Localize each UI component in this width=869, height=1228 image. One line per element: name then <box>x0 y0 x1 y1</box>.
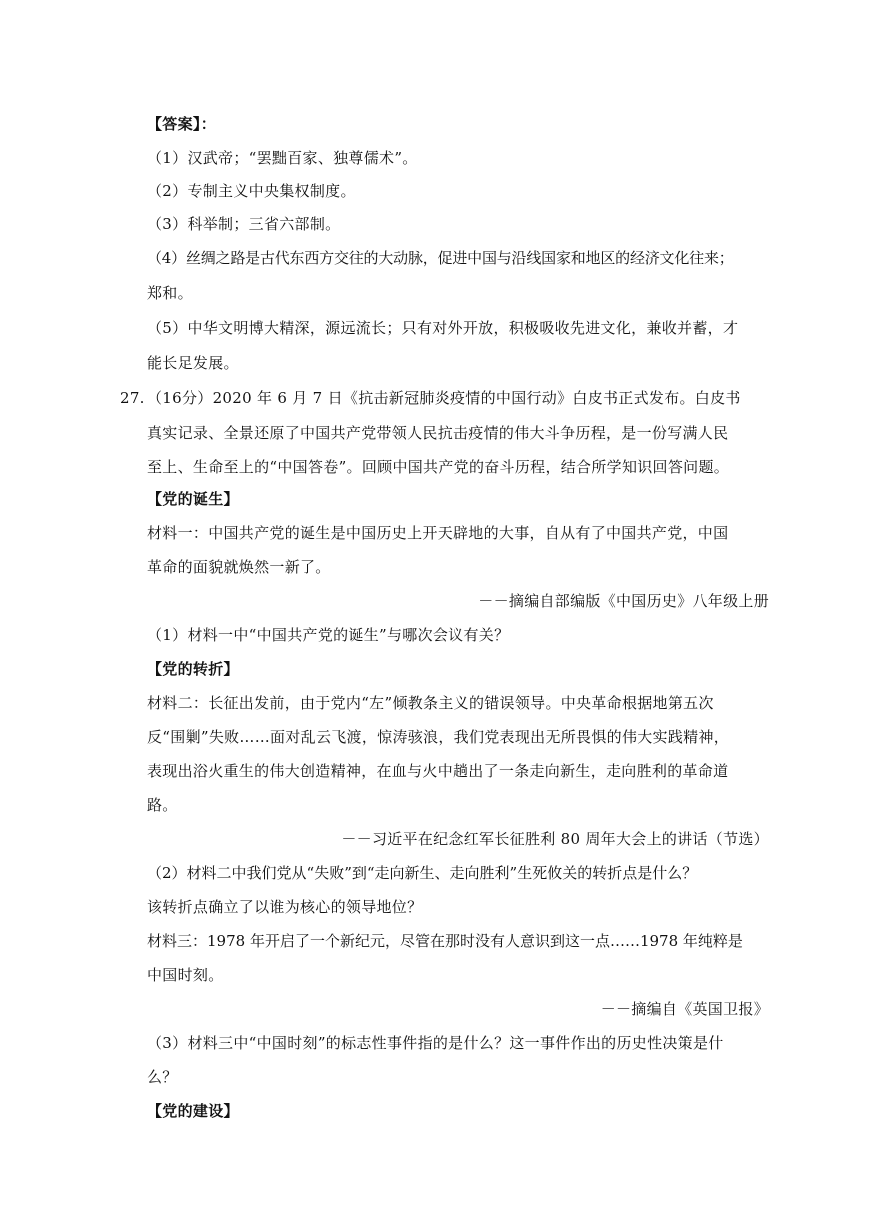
answer-line-2: （2）专制主义中央集权制度。 <box>147 182 356 200</box>
answer-line-3: （3）科举制；三省六部制。 <box>147 215 341 233</box>
question-intro-3: 至上、生命至上的“中国答卷”。回顾中国共产党的奋斗历程，结合所学知识回答问题。 <box>147 458 730 476</box>
question-1: （1）材料一中“中国共产党的诞生”与哪次会议有关？ <box>147 626 510 644</box>
question-2-line-1: （2）材料二中我们党从“失败”到“走向新生、走向胜利”生死攸关的转折点是什么？ <box>147 864 698 882</box>
material-1-source: －－摘编自部编版《中国历史》八年级上册 <box>478 592 769 610</box>
material-3-line-2: 中国时刻。 <box>147 966 224 984</box>
question-intro-2: 真实记录、全景还原了中国共产党带领人民抗击疫情的伟大斗争历程，是一份写满人民 <box>147 424 729 442</box>
question-3-line-2: 么？ <box>147 1068 178 1086</box>
question-number: 27. <box>120 389 145 407</box>
material-1-line-2: 革命的面貌就焕然一新了。 <box>147 558 331 576</box>
material-2-line-2: 反“围剿”失败……面对乱云飞渡，惊涛骇浪，我们党表现出无所畏惧的伟大实践精神， <box>147 728 730 746</box>
answer-line-5: （5）中华文明博大精深，源远流长；只有对外开放，积极吸收先进文化，兼收并蓄，才 <box>147 319 739 337</box>
material-3-source: －－摘编自《英国卫报》 <box>600 1000 769 1018</box>
question-intro-1: （16分）2020 年 6 月 7 日《抗击新冠肺炎疫情的中国行动》白皮书正式发布。白皮书 <box>147 389 741 407</box>
section-heading-birth: 【党的诞生】 <box>147 490 239 508</box>
answer-heading: 【答案】： <box>147 115 217 133</box>
section-heading-turning: 【党的转折】 <box>147 660 239 678</box>
material-1-line-1: 材料一：中国共产党的诞生是中国历史上开天辟地的大事，自从有了中国共产党，中国 <box>147 524 729 542</box>
answer-line-4: （4）丝绸之路是古代东西方交往的大动脉，促进中国与沿线国家和地区的经济文化往来； <box>147 249 734 267</box>
answer-line-5-cont: 能长足发展。 <box>147 354 239 372</box>
section-heading-building: 【党的建设】 <box>147 1102 239 1120</box>
material-2-line-4: 路。 <box>147 796 178 814</box>
material-3-line-1: 材料三：1978 年开启了一个新纪元，尽管在那时没有人意识到这一点……1978 年纯粹是 <box>147 932 743 950</box>
question-2-line-2: 该转折点确立了以谁为核心的领导地位？ <box>147 898 423 916</box>
material-2-line-3: 表现出浴火重生的伟大创造精神，在血与火中趟出了一条走向新生，走向胜利的革命道 <box>147 762 729 780</box>
answer-line-4-cont: 郑和。 <box>147 284 193 302</box>
question-3-line-1: （3）材料三中“中国时刻”的标志性事件指的是什么？这一事件作出的历史性决策是什 <box>147 1034 724 1052</box>
material-2-line-1: 材料二：长征出发前，由于党内“左”倾教条主义的错误领导。中央革命根据地第五次 <box>147 694 714 712</box>
answer-line-1: （1）汉武帝；“罢黜百家、独尊儒术”。 <box>147 149 418 167</box>
material-2-source: －－习近平在纪念红军长征胜利 80 周年大会上的讲话（节选） <box>341 830 769 848</box>
